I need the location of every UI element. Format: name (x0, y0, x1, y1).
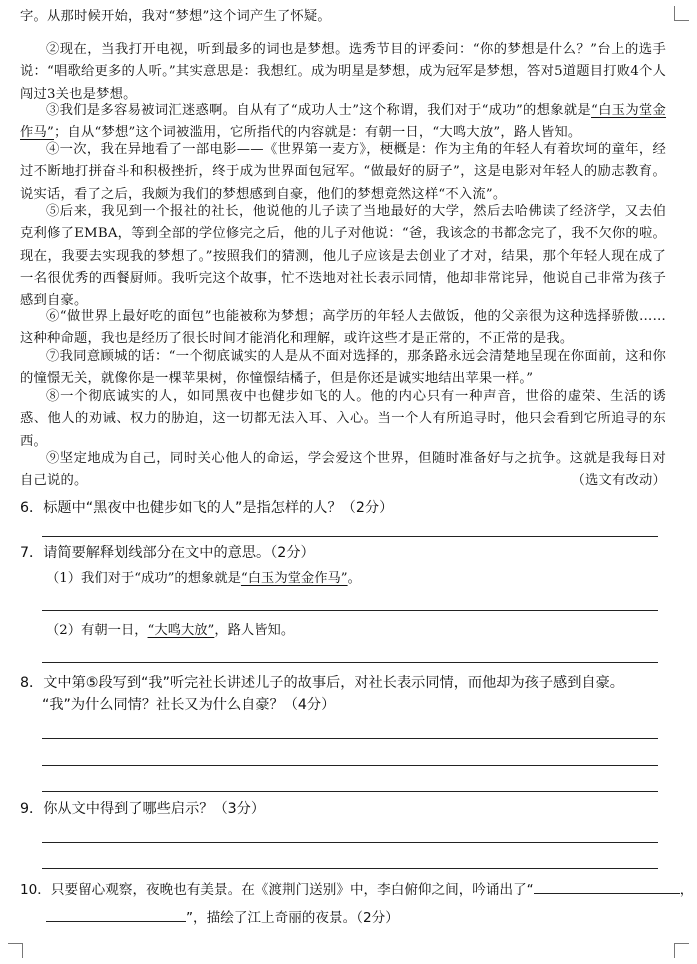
passage-paragraph-1: 字。从那时候开始，我对“梦想”这个词产生了怀疑。 (20, 9, 331, 24)
question-6: 6．标题中“黑夜中也健步如飞的人”是指怎样的人？（2分） (20, 500, 394, 516)
answer-line-q8-1[interactable] (42, 738, 658, 739)
p3-underlined-phrase: “白玉为堂金作马” (20, 103, 667, 141)
crop-mark-bottom-left (8, 943, 23, 958)
source-note: （选文有改动） (571, 473, 666, 489)
answer-line-q7-1[interactable] (42, 610, 658, 611)
question-10-line-2 (46, 905, 666, 930)
crop-mark-bottom-right (674, 943, 689, 958)
passage-paragraph-3 (20, 100, 666, 145)
answer-line-q6[interactable] (42, 536, 658, 537)
q7-2-underlined-phrase: “大鸣大放” (147, 623, 215, 638)
question-8-line-1: 8．文中第⑤段写到“我”听完社长讲述儿子的故事后，对社长表示同情，而他却为孩子感到自豪。 (20, 675, 624, 691)
q7-2-text-a: （2）有朝一日， (46, 623, 148, 638)
answer-line-q8-2[interactable] (42, 765, 658, 766)
answer-line-q9-2[interactable] (42, 868, 658, 869)
question-9: 9．你从文中得到了哪些启示？（3分） (20, 801, 266, 817)
q7-2-text-b: ，路人皆知。 (214, 623, 295, 638)
crop-mark-top-right (674, 6, 689, 21)
q7-1-underlined-phrase: “白玉为堂金作马” (240, 571, 348, 586)
fill-blank-2[interactable] (46, 905, 186, 922)
q10-text-c: ”，描绘了江上奇丽的夜景。（2分） (186, 910, 399, 926)
question-7-part-2 (46, 620, 666, 642)
passage-paragraph-9 (20, 448, 666, 493)
p9-text: ⑨坚定地成为自己，同时关心他人的命运，学会爱这个世界，但随时准备好与之抗争。这就是我每日对自己说的。 (20, 451, 666, 489)
question-10-line-1 (20, 877, 694, 902)
passage-paragraph-4: ④一次，我在异地看了一部电影——《世界第一麦方》，梗概是：作为主角的年轻人有着坎坷的童年，经过不断地打拼奋斗和积极挫折，终于成为世界面包冠军。“做最好的厨子”，这是电影对年轻人的励志教育。说实话，看了之后，我颇为我们的梦想感到自豪，他们的梦想竟然这样“不入流”。 (20, 142, 666, 202)
passage-paragraph-6: ⑥“做世界上最好吃的面包”也能被称为梦想；高学历的年轻人去做饭，他的父亲很为这种选择骄傲……这种种命题，我也是经历了很长时间才能消化和理解，或许这些才是正常的，不正常的是我。 (20, 309, 666, 347)
answer-line-q9-1[interactable] (42, 842, 658, 843)
question-7-part-1 (46, 568, 666, 590)
answer-line-q8-3[interactable] (42, 791, 658, 792)
question-8-line-2: “我”为什么同情？社长又为什么自豪？（4分） (42, 697, 336, 713)
passage-paragraph-8: ⑧一个彻底诚实的人，如同黑夜中也健步如飞的人。他的内心只有一种声音，世俗的虚荣、生活的诱惑、他人的劝诫、权力的胁迫，这一切都无法入耳、入心。当一个人有所追寻时，他只会看到它所追寻的东西。 (20, 389, 666, 449)
passage-paragraph-2: ②现在，当我打开电视，听到最多的词也是梦想。选秀节目的评委问：“你的梦想是什么？”台上的选手说：“唱歌给更多的人听。”其实意思是：我想红。成为明星是梦想，成为冠军是梦想，答对5道题目打败4个人闯过3关也是梦想。 (20, 42, 666, 102)
q7-1-text-a: （1）我们对于“成功”的想象就是 (46, 571, 241, 586)
question-7: 7．请简要解释划线部分在文中的意思。（2分） (20, 545, 315, 561)
q7-1-text-b: 。 (347, 571, 361, 586)
p3-text-a: ③我们是多容易被词汇迷惑啊。自从有了“成功人士”这个称谓，我们对于“成功”的想象就是 (46, 103, 592, 118)
answer-line-q7-2[interactable] (42, 662, 658, 663)
p3-text-b: ；自从“梦想”这个词被滥用，它所指代的内容就是：有朝一日，“大鸣大放”，路人皆知。 (54, 125, 582, 141)
q10-text-a: 10．只要留心观察，夜晚也有美景。在《渡荆门送别》中，李白俯仰之间，吟诵出了“ (20, 882, 534, 898)
q10-text-b: ， (679, 882, 694, 898)
passage-paragraph-7: ⑦我同意顾城的话：“一个彻底诚实的人是从不面对选择的，那条路永远会清楚地呈现在你面前，这和你的憧憬无关，就像你是一棵苹果树，你憧憬结橘子，但是你还是诚实地结出苹果一样。” (20, 349, 666, 387)
passage-paragraph-5: ⑤后来，我见到一个报社的社长，他说他的儿子读了当地最好的大学，然后去哈佛读了经济学，又去伯克利修了EMBA，等到全部的学位修完之后，他的儿子对他说：“爸，我该念的书都念完了，我不欠你的啦。现在，我要去实现我的梦想了。”按照我们的猜测，他儿子应该是去创业了才对，结果，那个年轻人现在成了一名很优秀的西餐厨师。我听完这个故事，忙不迭地对社长表示同情，他却非常诧异，他说自己非常为孩子感到自豪。 (20, 204, 666, 309)
fill-blank-1[interactable] (534, 877, 680, 894)
